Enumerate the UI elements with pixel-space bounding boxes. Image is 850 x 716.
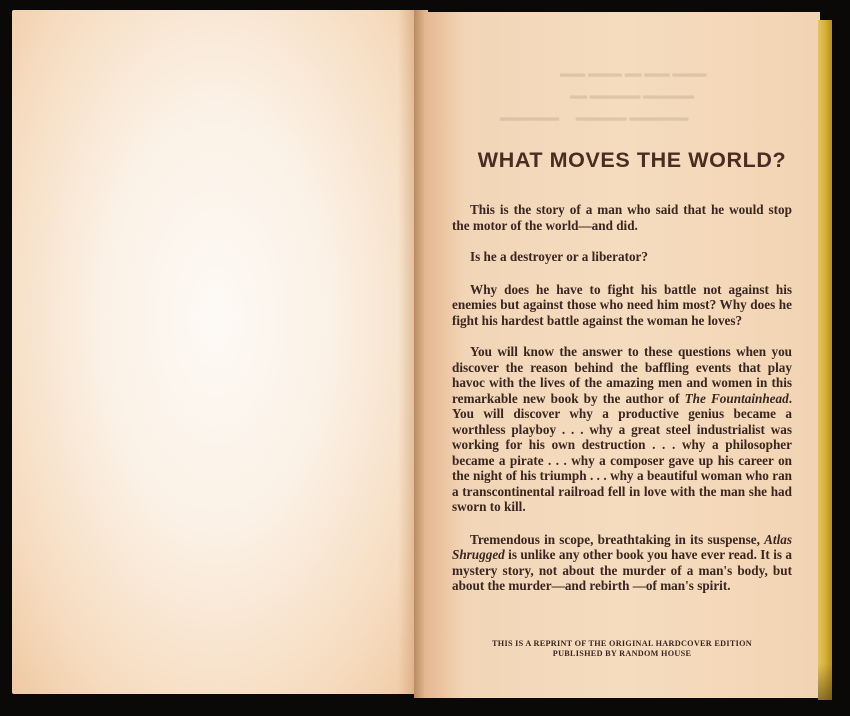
paragraph-1: This is the story of a man who said that he would stop the motor of the world—and did. bbox=[452, 202, 792, 233]
paragraph-3: Why does he have to fight his battle not against his enemies but against those who need him most? Why does he fight his hardest battle against the woman he loves? bbox=[452, 281, 792, 328]
paragraph-2: Is he a destroyer or a liberator? bbox=[470, 249, 649, 264]
page-edges bbox=[818, 20, 832, 700]
paragraph-4 bbox=[452, 344, 792, 515]
page-heading: WHAT MOVES THE WORLD? bbox=[477, 148, 787, 172]
left-page-blank bbox=[12, 10, 420, 694]
paragraph-4-text-b: . You will discover why a productive genius became a worthless playboy . . . why a great steel industrialist was working for his own destruction . . . why a philosopher became a pirate . . . why a composer gave up his career on the night of his triumph . . . why a beautiful woman who ran a transcontinental railroad fell in love with the man she had sworn to kill. bbox=[452, 390, 792, 514]
edition-note bbox=[452, 639, 792, 659]
book-title-atlas-shrugged: Atlas Shrugged bbox=[452, 531, 792, 562]
paragraph-4-text-a: You will know the answer to these questions when you discover the reason behind the baffling events that play havoc with the lives of the amazing men and women in this remarkable new book by the author of bbox=[452, 344, 792, 406]
paragraph-5 bbox=[452, 532, 792, 594]
show-through-text: ▂▂▂ ▂▂▂▂ ▂▂ ▂▂▂ ▂▂▂▂ ▂▂ ▂▂▂▂▂▂ ▂▂▂▂▂▂ ▂▂▂▂▂▂▂ ▂▂▂▂▂▂ ▂▂▂▂▂▂▂ bbox=[500, 65, 707, 121]
edition-note-line-2: PUBLISHED BY RANDOM HOUSE bbox=[552, 649, 692, 658]
blurb-body bbox=[452, 202, 792, 610]
book-title-fountainhead: The Fountainhead bbox=[684, 390, 789, 406]
paragraph-5-text-b: is unlike any other book you have ever read. It is a mystery story, not about the murder of a man's body, but about the murder—and rebirth —of man's spirit. bbox=[452, 547, 792, 593]
paragraph-5-text-a: Tremendous in scope, breathtaking in its suspense, bbox=[470, 531, 765, 547]
edition-note-line-1: THIS IS A REPRINT OF THE ORIGINAL HARDCOVER EDITION bbox=[492, 639, 752, 648]
